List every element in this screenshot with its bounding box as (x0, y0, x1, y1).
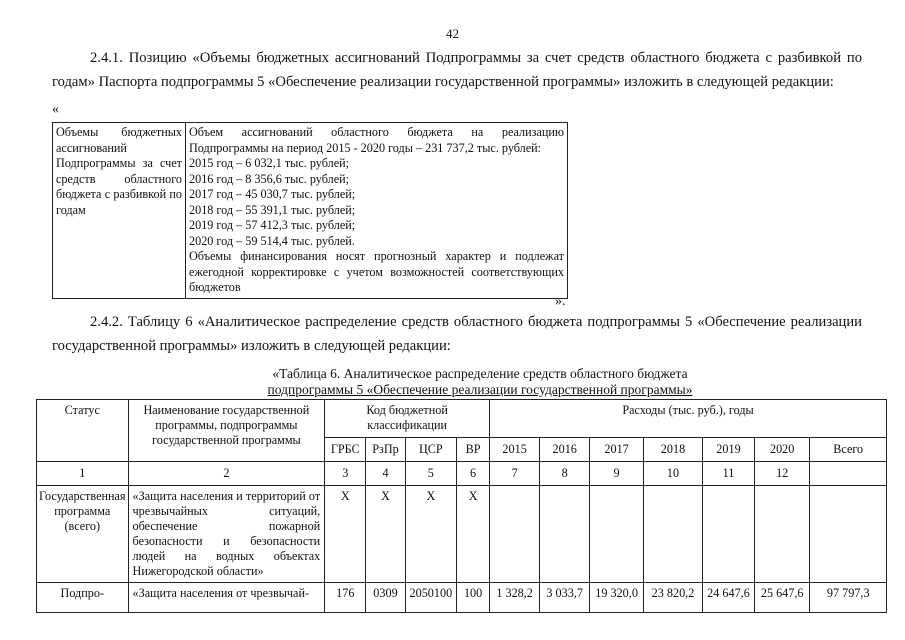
row-cell: Х (457, 486, 490, 583)
header-2019: 2019 (703, 438, 755, 462)
passport-note: Объемы финансирования носят прогнозный характер и подлежат ежегодной корректировке с учетом возможностей соответствующих бюджетов (189, 249, 564, 294)
row-cell (540, 486, 590, 583)
passport-year-2018: 2018 год – 55 391,1 тыс. рублей; (189, 202, 356, 217)
row-cell (810, 486, 887, 583)
col-num: 12 (754, 462, 810, 486)
row-cell (490, 486, 540, 583)
header-grbs: ГРБС (325, 438, 366, 462)
row-cell: 1 328,2 (490, 583, 540, 613)
row-name: «Защита населения от чрезвычай- (128, 583, 325, 613)
header-name: Наименование государственной программы, подпрограммы государственной программы (128, 400, 325, 462)
header-total: Всего (810, 438, 887, 462)
col-num: 2 (128, 462, 325, 486)
paragraph-2-4-1: 2.4.1. Позицию «Объемы бюджетных ассигнований Подпрограммы за счет средств областного бюджета с разбивкой по годам» Паспорта подпрограммы 5 «Обеспечение реализации государственной программы» изложить в следующей редакции: (52, 50, 862, 90)
header-vr: ВР (457, 438, 490, 462)
close-quote: ». (555, 294, 566, 309)
row-cell (754, 486, 810, 583)
col-num: 6 (457, 462, 490, 486)
row-cell (590, 486, 644, 583)
paragraph-2-4-2: 2.4.2. Таблицу 6 «Аналитическое распределение средств областного бюджета подпрограммы 5 «Обеспечение реализации государственной программы» изложить в следующей редакции: (52, 314, 862, 354)
passport-intro: Объем ассигнований областного бюджета на реализацию Подпрограммы на период 2015 - 2020 годы – 231 737,2 тыс. рублей: (189, 125, 564, 155)
col-num: 10 (643, 462, 702, 486)
row-cell: 24 647,6 (703, 583, 755, 613)
row-status: Подпро- (37, 583, 129, 613)
row-status: Государственная программа (всего) (37, 486, 129, 583)
header-2018: 2018 (643, 438, 702, 462)
row-cell: 23 820,2 (643, 583, 702, 613)
row-cell: 0309 (366, 583, 405, 613)
passport-year-2020: 2020 год – 59 514,4 тыс. рублей. (189, 233, 355, 248)
col-num (810, 462, 887, 486)
header-csr: ЦСР (405, 438, 457, 462)
col-num: 1 (37, 462, 129, 486)
row-cell: 25 647,6 (754, 583, 810, 613)
col-num: 8 (540, 462, 590, 486)
open-quote: « (52, 102, 59, 117)
passport-label: Объемы бюджетных ассигнований Подпрограммы за счет средств областного бюджета с разбивкой по годам (56, 125, 182, 217)
header-2017: 2017 (590, 438, 644, 462)
table-row (37, 583, 887, 613)
col-num: 3 (325, 462, 366, 486)
allocation-table (36, 399, 887, 613)
col-num: 4 (366, 462, 405, 486)
row-cell: Х (366, 486, 405, 583)
table-caption (240, 366, 720, 398)
passport-year-2019: 2019 год – 57 412,3 тыс. рублей; (189, 218, 356, 232)
col-num: 5 (405, 462, 457, 486)
header-2016: 2016 (540, 438, 590, 462)
col-num: 7 (490, 462, 540, 486)
row-cell: 19 320,0 (590, 583, 644, 613)
header-rzpr: РзПр (366, 438, 405, 462)
row-name: «Защита населения и территорий от чрезвычайных ситуаций, обеспечение пожарной безопасности и безопасности людей на водных объектах Нижегородской области» (128, 486, 325, 583)
row-cell (703, 486, 755, 583)
header-expenses: Расходы (тыс. руб.), годы (490, 400, 887, 438)
row-cell: 2050100 (405, 583, 457, 613)
header-status: Статус (37, 400, 129, 462)
row-cell: 176 (325, 583, 366, 613)
caption-line-2: подпрограммы 5 «Обеспечение реализации государственной программы» (267, 382, 693, 397)
passport-table (52, 122, 568, 299)
row-cell: 97 797,3 (810, 583, 887, 613)
col-num: 11 (703, 462, 755, 486)
page-number: 42 (446, 26, 459, 41)
passport-year-2015: 2015 год – 6 032,1 тыс. рублей; (189, 156, 350, 170)
caption-line-1: «Таблица 6. Аналитическое распределение средств областного бюджета (272, 366, 688, 381)
table-row (37, 486, 887, 583)
passport-label-cell (53, 123, 186, 299)
header-2015: 2015 (490, 438, 540, 462)
row-cell: Х (325, 486, 366, 583)
header-2020: 2020 (754, 438, 810, 462)
passport-year-2017: 2017 год – 45 030,7 тыс. рублей; (189, 187, 356, 201)
row-cell (643, 486, 702, 583)
header-code: Код бюджетной классификации (325, 400, 490, 438)
passport-year-2016: 2016 год – 8 356,6 тыс. рублей; (189, 171, 350, 186)
col-num: 9 (590, 462, 644, 486)
row-cell: Х (405, 486, 457, 583)
passport-value-cell (186, 123, 568, 299)
row-cell: 100 (457, 583, 490, 613)
row-cell: 3 033,7 (540, 583, 590, 613)
